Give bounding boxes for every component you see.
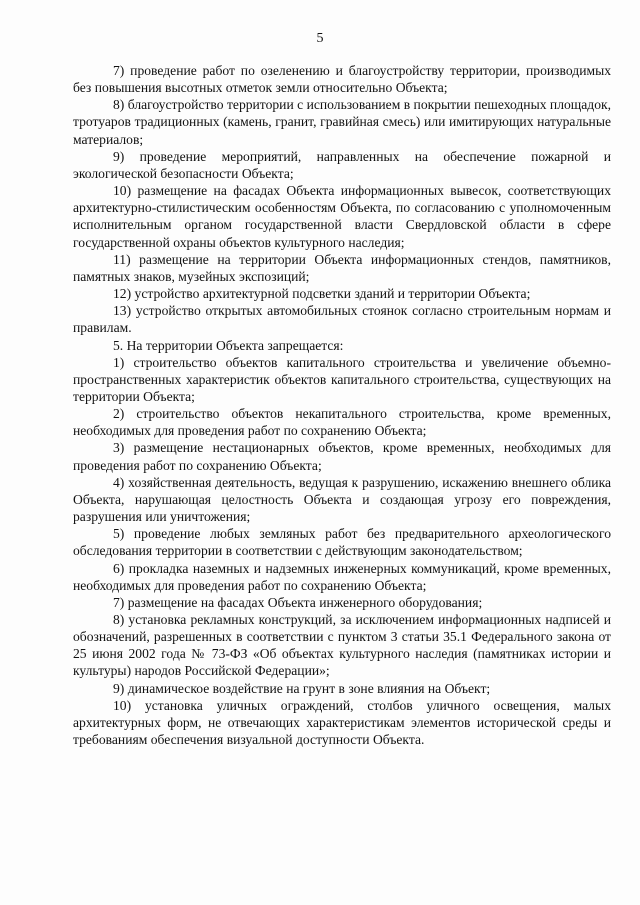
document-body <box>73 62 611 748</box>
paragraph-item-13-parking: 13) устройство открытых автомобильных стоянок согласно строительным нормам и правилам. <box>73 303 611 336</box>
paragraph-item-9-fire-safety: 9) проведение мероприятий, направленных на обеспечение пожарной и экологической безопасности Объекта; <box>73 148 611 181</box>
prohibition-item-6: 6) прокладка наземных и надземных инженерных коммуникаций, кроме временных, необходимых для проведения работ по сохранению Объекта; <box>73 560 611 593</box>
prohibition-item-3: 3) размещение нестационарных объектов, кроме временных, необходимых для проведения работ по сохранению Объекта; <box>73 440 611 473</box>
paragraph-item-7-greening: 7) проведение работ по озеленению и благоустройству территории, производимых без повышения высотных отметок земли относительно Объекта; <box>73 63 611 96</box>
paragraph-item-11-stands: 11) размещение на территории Объекта информационных стендов, памятников, памятных знаков, музейных экспозиций; <box>73 251 611 284</box>
paragraph-item-10-signage: 10) размещение на фасадах Объекта информационных вывесок, соответствующих архитектурно-стилистическим особенностям Объекта, по согласованию с уполномоченным исполнительным органом государственной власти Свердловской области в сфере государственной охраны объектов культурного наследия; <box>73 183 611 250</box>
prohibition-item-9: 9) динамическое воздействие на грунт в зоне влияния на Объект; <box>113 680 491 696</box>
prohibition-item-10: 10) установка уличных ограждений, столбов уличного освещения, малых архитектурных форм, не отвечающих характеристикам элементов исторической среды и требованиям обеспечения визуальной доступности Объекта. <box>73 697 611 748</box>
paragraph-item-12-lighting: 12) устройство архитектурной подсветки зданий и территории Объекта; <box>113 286 531 302</box>
paragraph-item-8-landscaping: 8) благоустройство территории с использованием в покрытии пешеходных площадок, тротуаров традиционных (камень, гранит, гравийная смесь) или имитирующих натуральные материалов; <box>73 97 611 147</box>
page-number: 5 <box>316 31 324 46</box>
prohibition-item-8: 8) установка рекламных конструкций, за исключением информационных надписей и обозначений, разрешенных в соответствии с пунктом 3 статьи 35.1 Федерального закона от 25 июня 2002 года № 73-ФЗ «Об объектах культурного наследия (памятниках истории и культуры) народов Российской Федерации»; <box>73 612 611 679</box>
prohibition-item-1: 1) строительство объектов капитального строительства и увеличение объемно-пространственных характеристик объектов капитального строительства, существующих на территории Объекта; <box>73 354 611 404</box>
prohibition-item-2: 2) строительство объектов некапитального строительства, кроме временных, необходимых для проведения работ по сохранению Объекта; <box>73 406 611 439</box>
section-heading-prohibitions: 5. На территории Объекта запрещается: <box>113 337 344 353</box>
prohibition-item-5: 5) проведение любых земляных работ без предварительного археологического обследования территории в соответствии с действующим законодательством; <box>73 526 611 559</box>
prohibition-item-4: 4) хозяйственная деятельность, ведущая к разрушению, искажению внешнего облика Объекта, нарушающая целостность Объекта и создающая угрозу его повреждения, разрушения или уничтожения; <box>73 474 611 525</box>
prohibition-item-7: 7) размещение на фасадах Объекта инженерного оборудования; <box>113 594 483 610</box>
